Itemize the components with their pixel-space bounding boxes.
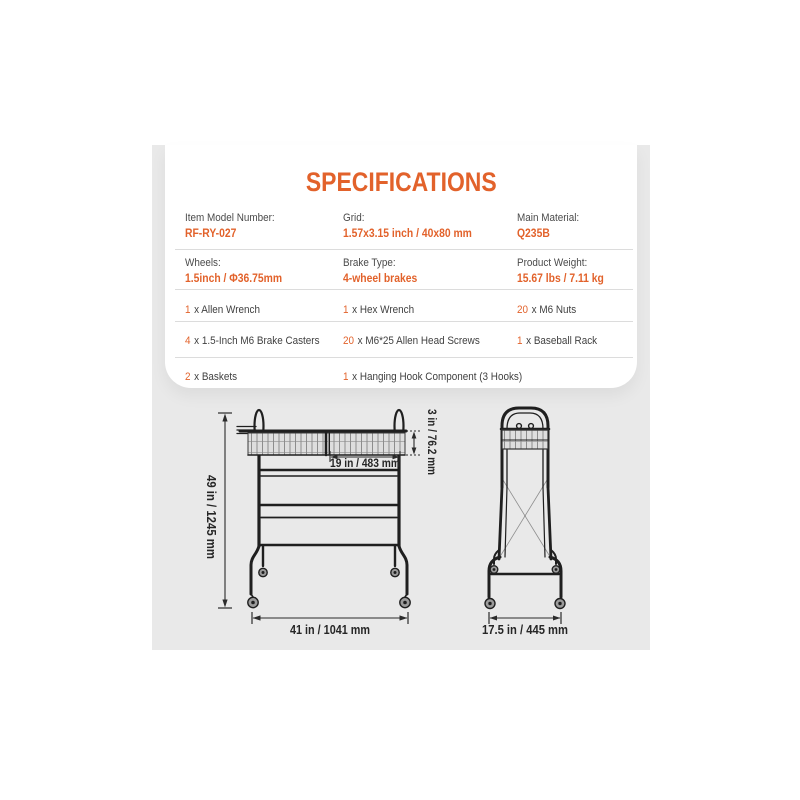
item-qty: 4	[185, 335, 191, 347]
item-name: x Baskets	[194, 371, 238, 383]
spec-label: Wheels:	[185, 257, 221, 269]
item-qty: 1	[517, 335, 523, 347]
front-view-drawing	[237, 410, 410, 608]
basket-width-label: 19 in / 483 mm	[330, 458, 400, 470]
item-qty: 1	[343, 371, 349, 383]
item-name: x M6 Nuts	[531, 304, 577, 316]
spec-label: Product Weight:	[517, 257, 588, 269]
item-qty: 20	[517, 304, 529, 316]
spec-value: 15.67 lbs / 7.11 kg	[517, 273, 604, 285]
item-name: x Allen Wrench	[194, 304, 260, 316]
item-qty: 1	[185, 304, 191, 316]
spec-value: 1.5inch / Φ36.75mm	[185, 273, 283, 285]
item-name: x Hex Wrench	[352, 304, 415, 316]
spec-value: RF-RY-027	[185, 228, 237, 240]
spec-label: Grid:	[343, 212, 365, 224]
item-name: x Baseball Rack	[526, 335, 598, 347]
spec-value: 4-wheel brakes	[343, 273, 418, 285]
specs-title-text: SPECIFICATIONS	[305, 167, 497, 197]
spec-label: Main Material:	[517, 212, 580, 224]
spec-value: Q235B	[517, 228, 550, 240]
item-qty: 2	[185, 371, 191, 383]
dimension-diagram	[152, 145, 650, 650]
side-view-drawing	[485, 408, 565, 609]
spec-label: Brake Type:	[343, 257, 396, 269]
item-name: x M6*25 Allen Head Screws	[357, 335, 480, 347]
front-width-label: 41 in / 1041 mm	[290, 623, 370, 637]
item-qty: 1	[343, 304, 349, 316]
item-name: x 1.5-Inch M6 Brake Casters	[194, 335, 320, 347]
spec-value: 1.57x3.15 inch / 40x80 mm	[343, 228, 472, 240]
product-spec-image	[152, 145, 650, 650]
spec-label: Item Model Number:	[185, 212, 275, 224]
front-height-label: 49 in / 1245 mm	[204, 475, 218, 568]
side-depth-label: 17.5 in / 445 mm	[482, 623, 568, 637]
item-qty: 20	[343, 335, 355, 347]
item-name: x Hanging Hook Component (3 Hooks)	[352, 371, 523, 383]
basket-height-label: 3 in / 76.2 mm	[425, 409, 437, 485]
